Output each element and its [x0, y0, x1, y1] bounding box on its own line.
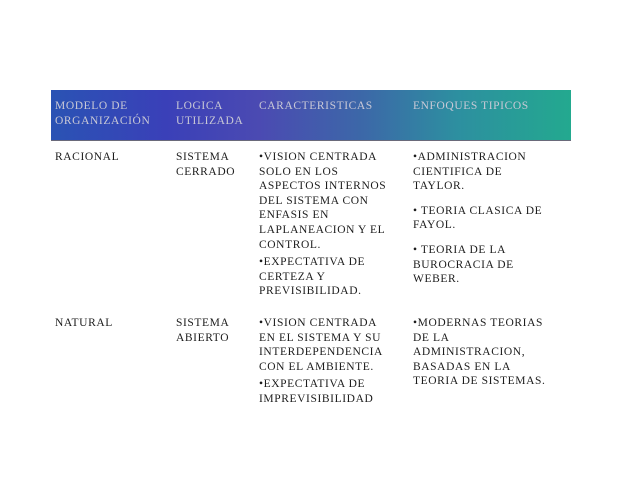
header-divider — [51, 140, 571, 141]
enfoque-item: • TEORIA DE LA BUROCRACIA DE WEBER. — [413, 243, 514, 286]
caracteristica-item: •EXPECTATIVA DE CERTEZA Y PREVISIBILIDAD. — [259, 256, 366, 298]
enfoque-item: •ADMINISTRACION CIENTIFICA DE TAYLOR. — [413, 151, 527, 193]
enfoque-item: • TEORIA CLASICA DE FAYOL. — [413, 204, 543, 232]
organization-models-table — [51, 90, 571, 405]
enfoque-item: •MODERNAS TEORIAS DE LA ADMINISTRACION, BASADAS EN LA TEORIA DE SISTEMAS. — [413, 317, 546, 388]
row-natural-caracteristicas — [259, 316, 403, 407]
row-racional-enfoques — [413, 150, 569, 287]
caracteristica-item: •VISION CENTRADA SOLO EN LOS ASPECTOS INTERNOS DEL SISTEMA CON ENFASIS EN LAPLANEACION Y EL CONTROL. — [259, 151, 387, 251]
row-racional-caracteristicas — [259, 150, 403, 299]
caracteristica-item: •EXPECTATIVA DE IMPREVISIBILIDAD — [259, 378, 374, 405]
caracteristica-item: •VISION CENTRADA EN EL SISTEMA Y SU INTERDEPENDENCIA CON EL AMBIENTE. — [259, 317, 383, 373]
header-caracteristicas: CARACTERISTICAS — [259, 100, 373, 112]
row-natural-enfoques — [413, 316, 569, 389]
header-enfoques: ENFOQUES TIPICOS — [413, 100, 529, 112]
row-natural-logica: SISTEMA ABIERTO — [176, 317, 230, 344]
row-racional-logica: SISTEMA CERRADO — [176, 151, 236, 178]
row-natural-modelo: NATURAL — [55, 317, 113, 329]
row-racional-modelo: RACIONAL — [55, 151, 120, 163]
table-header — [51, 90, 571, 140]
header-modelo: MODELO DE ORGANIZACIÓN — [55, 100, 151, 127]
header-logica: LOGICA UTILIZADA — [176, 100, 244, 127]
